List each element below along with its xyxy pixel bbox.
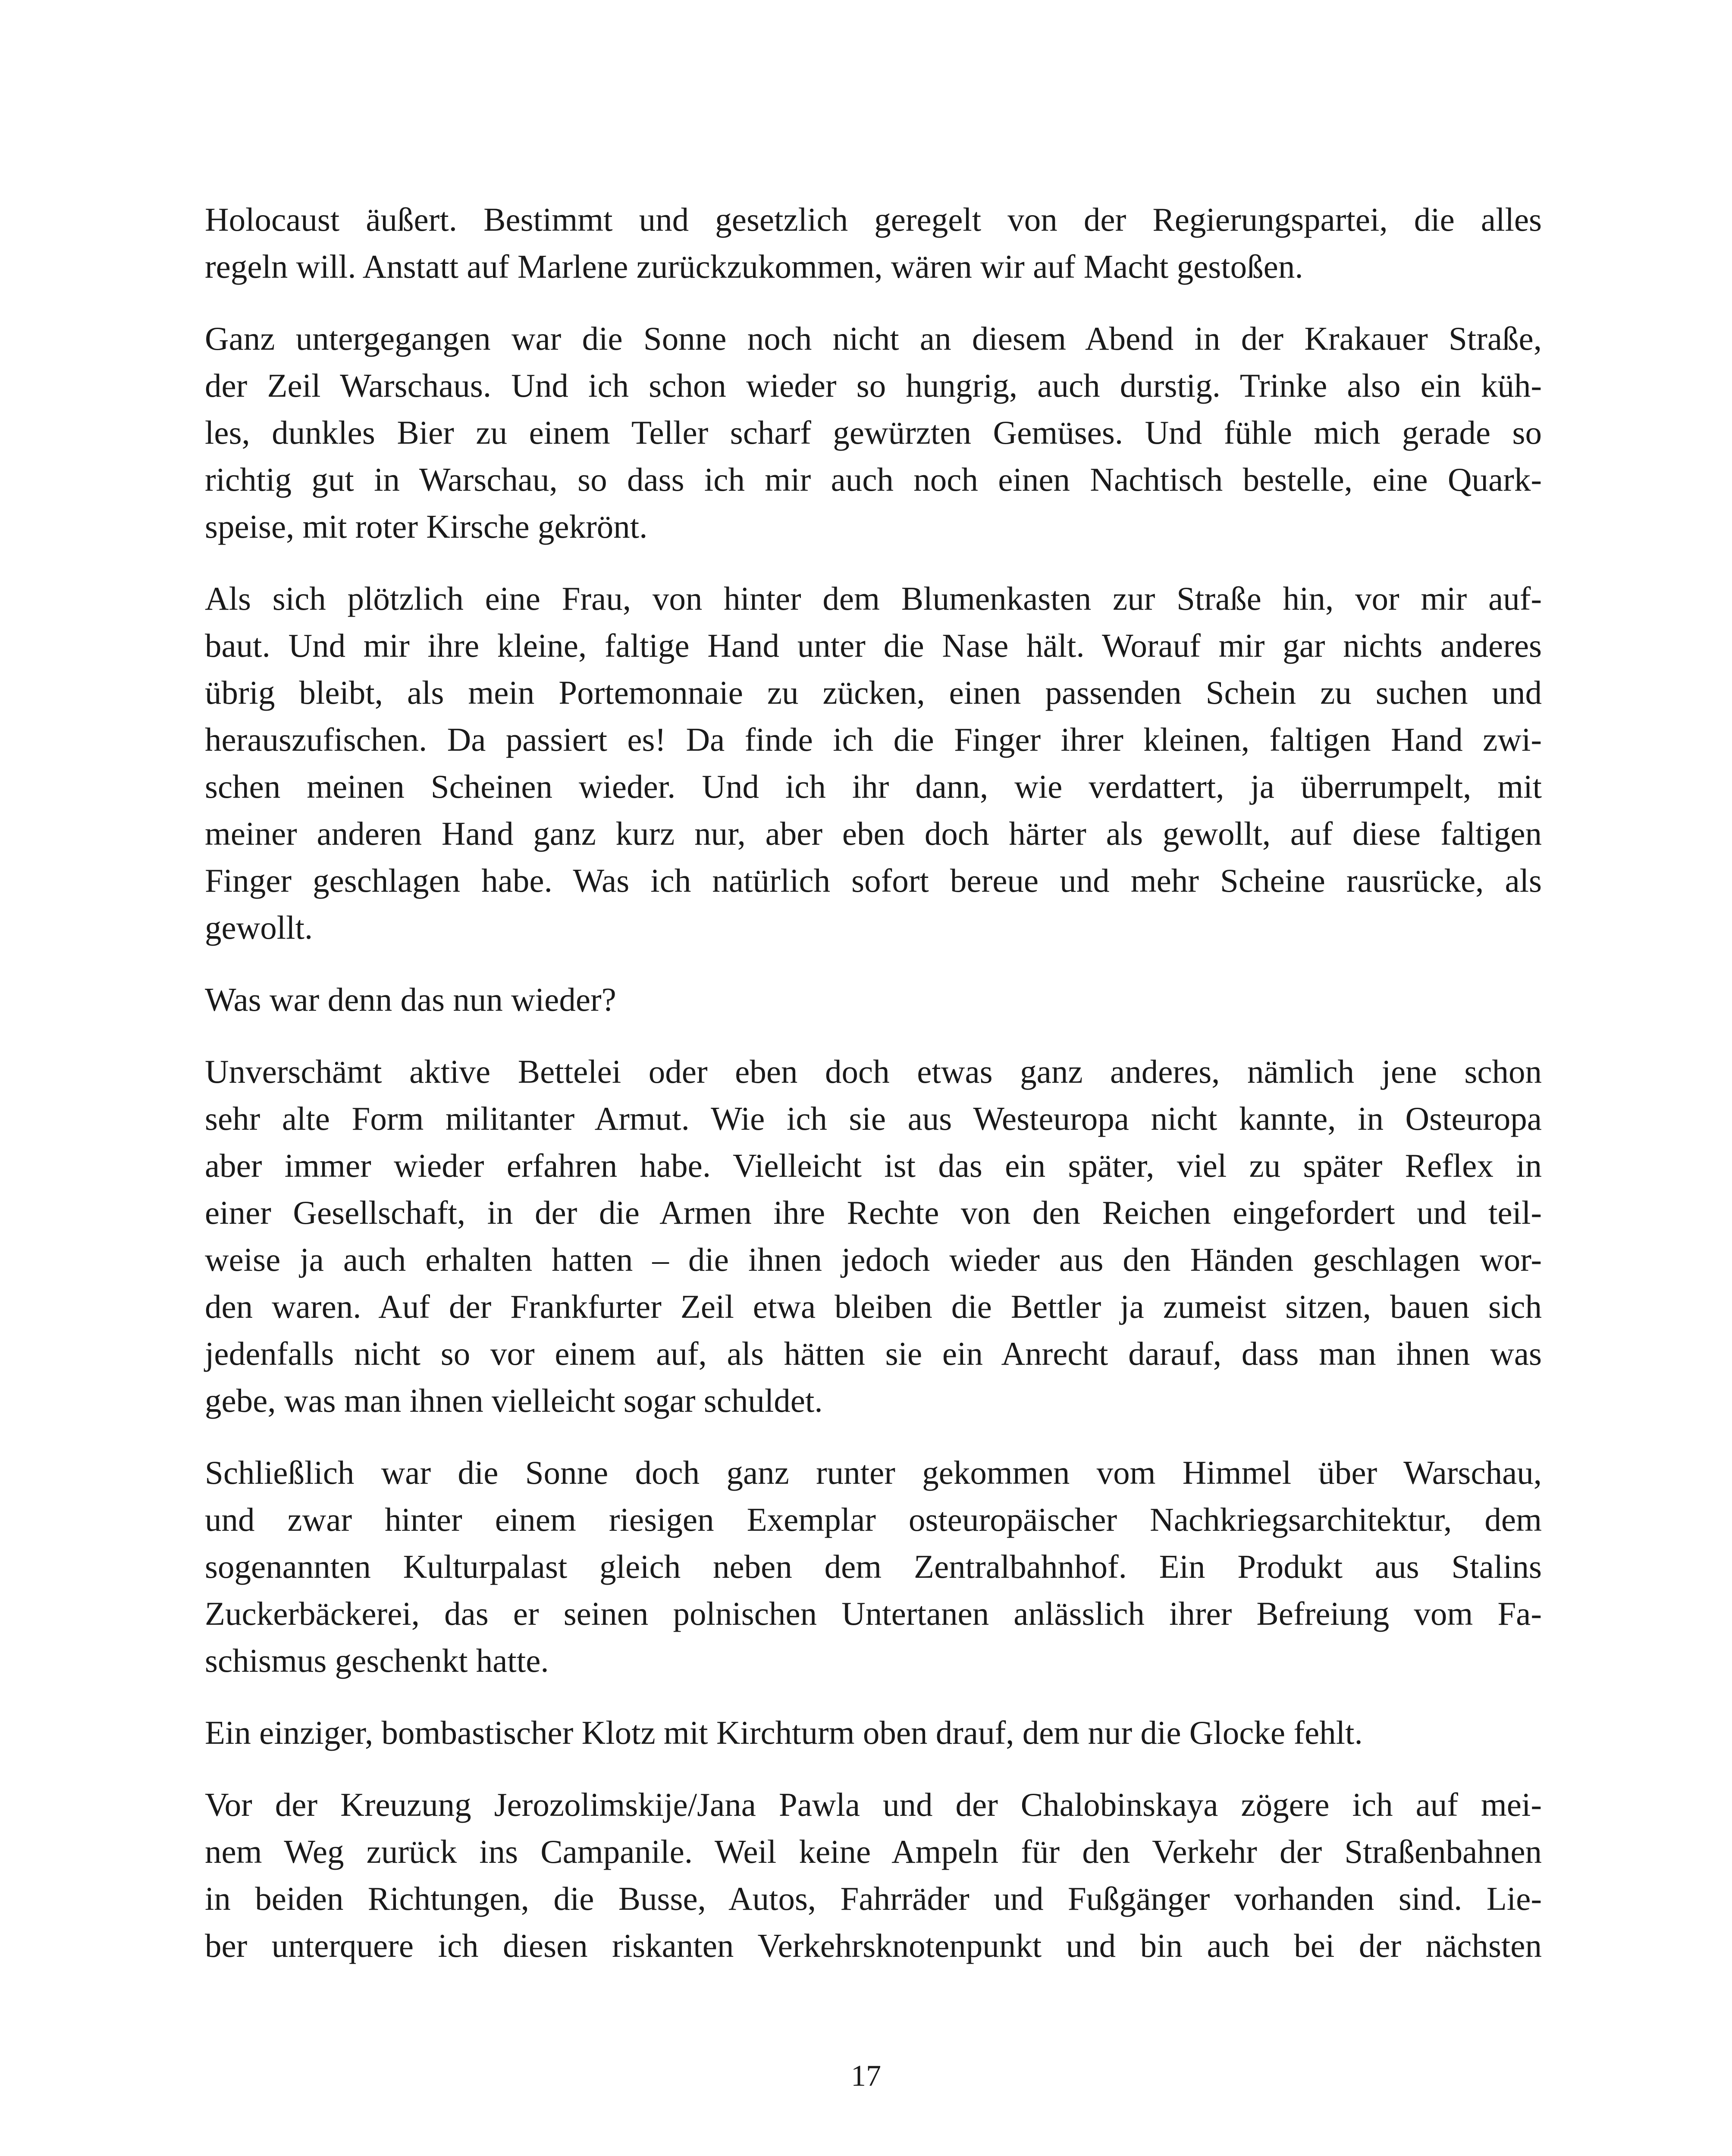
body-text [205, 196, 1542, 1994]
text-line: den waren. Auf der Frankfurter Zeil etwa bleiben die Bettler ja zumeist sitzen, bauen sich [205, 1288, 1542, 1325]
paragraph-3 [205, 575, 1542, 951]
page-number: 17 [851, 2059, 881, 2093]
text-line: herauszufischen. Da passiert es! Da finde ich die Finger ihrer kleinen, faltigen Hand zwi- [205, 721, 1542, 758]
text-line: Unverschämt aktive Bettelei oder eben doch etwas ganz anderes, nämlich jene schon [205, 1053, 1542, 1090]
text-line: sogenannten Kulturpalast gleich neben dem Zentralbahnhof. Ein Produkt aus Stalins [205, 1548, 1542, 1585]
text-line: richtig gut in Warschau, so dass ich mir auch noch einen Nachtisch bestelle, eine Quark- [205, 461, 1542, 498]
text-line: speise, mit roter Kirsche gekrönt. [205, 508, 648, 545]
text-line: Ein einziger, bombastischer Klotz mit Kirchturm oben drauf, dem nur die Glocke fehlt. [205, 1714, 1363, 1751]
text-line: baut. Und mir ihre kleine, faltige Hand unter die Nase hält. Worauf mir gar nichts anderes [205, 627, 1542, 664]
text-line: meiner anderen Hand ganz kurz nur, aber eben doch härter als gewollt, auf diese faltigen [205, 815, 1542, 852]
text-line: Als sich plötzlich eine Frau, von hinter dem Blumenkasten zur Straße hin, vor mir auf- [205, 580, 1542, 617]
text-line: jedenfalls nicht so vor einem auf, als hätten sie ein Anrecht darauf, dass man ihnen was [205, 1335, 1542, 1372]
text-line: weise ja auch erhalten hatten – die ihnen jedoch wieder aus den Händen geschlagen wor- [205, 1241, 1542, 1278]
text-line: Schließlich war die Sonne doch ganz runter gekommen vom Himmel über Warschau, [205, 1454, 1542, 1491]
paragraph-4 [205, 976, 1542, 1023]
text-line: Holocaust äußert. Bestimmt und gesetzlich geregelt von der Regierungspartei, die alles [205, 201, 1542, 238]
text-line: regeln will. Anstatt auf Marlene zurückzukommen, wären wir auf Macht gestoßen. [205, 248, 1303, 285]
text-line: gebe, was man ihnen vielleicht sogar schuldet. [205, 1382, 823, 1419]
text-line: der Zeil Warschaus. Und ich schon wieder so hungrig, auch durstig. Trinke also ein küh- [205, 367, 1542, 404]
paragraph-2 [205, 315, 1542, 550]
text-line: nem Weg zurück ins Campanile. Weil keine Ampeln für den Verkehr der Straßenbahnen [205, 1833, 1542, 1870]
text-line: Zuckerbäckerei, das er seinen polnischen Untertanen anlässlich ihrer Befreiung vom Fa- [205, 1595, 1542, 1632]
text-line: schen meinen Scheinen wieder. Und ich ihr dann, wie verdattert, ja überrumpelt, mit [205, 768, 1542, 805]
text-line: und zwar hinter einem riesigen Exemplar osteuropäischer Nachkriegsarchitektur, dem [205, 1501, 1542, 1538]
paragraph-6 [205, 1449, 1542, 1684]
text-line: Vor der Kreuzung Jerozolimskije/Jana Pawla und der Chalobinskaya zögere ich auf mei- [205, 1786, 1542, 1823]
text-line: Finger geschlagen habe. Was ich natürlich sofort bereue und mehr Scheine rausrücke, als [205, 862, 1542, 899]
paragraph-8 [205, 1781, 1542, 1969]
text-line: Was war denn das nun wieder? [205, 981, 616, 1018]
text-line: schismus geschenkt hatte. [205, 1642, 549, 1679]
text-line: einer Gesellschaft, in der die Armen ihre Rechte von den Reichen eingefordert und teil- [205, 1194, 1542, 1231]
text-line: Ganz untergegangen war die Sonne noch nicht an diesem Abend in der Krakauer Straße, [205, 320, 1542, 357]
text-line: les, dunkles Bier zu einem Teller scharf gewürzten Gemüses. Und fühle mich gerade so [205, 414, 1542, 451]
paragraph-1 [205, 196, 1542, 290]
text-line: ber unterquere ich diesen riskanten Verkehrsknotenpunkt und bin auch bei der nächsten [205, 1927, 1542, 1964]
paragraph-7 [205, 1709, 1542, 1756]
paragraph-5 [205, 1048, 1542, 1424]
text-line: sehr alte Form militanter Armut. Wie ich sie aus Westeuropa nicht kannte, in Osteuropa [205, 1100, 1542, 1137]
text-line: in beiden Richtungen, die Busse, Autos, Fahrräder und Fußgänger vorhanden sind. Lie- [205, 1880, 1542, 1917]
text-line: übrig bleibt, als mein Portemonnaie zu zücken, einen passenden Schein zu suchen und [205, 674, 1542, 711]
text-line: aber immer wieder erfahren habe. Vielleicht ist das ein später, viel zu später Reflex in [205, 1147, 1542, 1184]
text-line: gewollt. [205, 909, 313, 946]
